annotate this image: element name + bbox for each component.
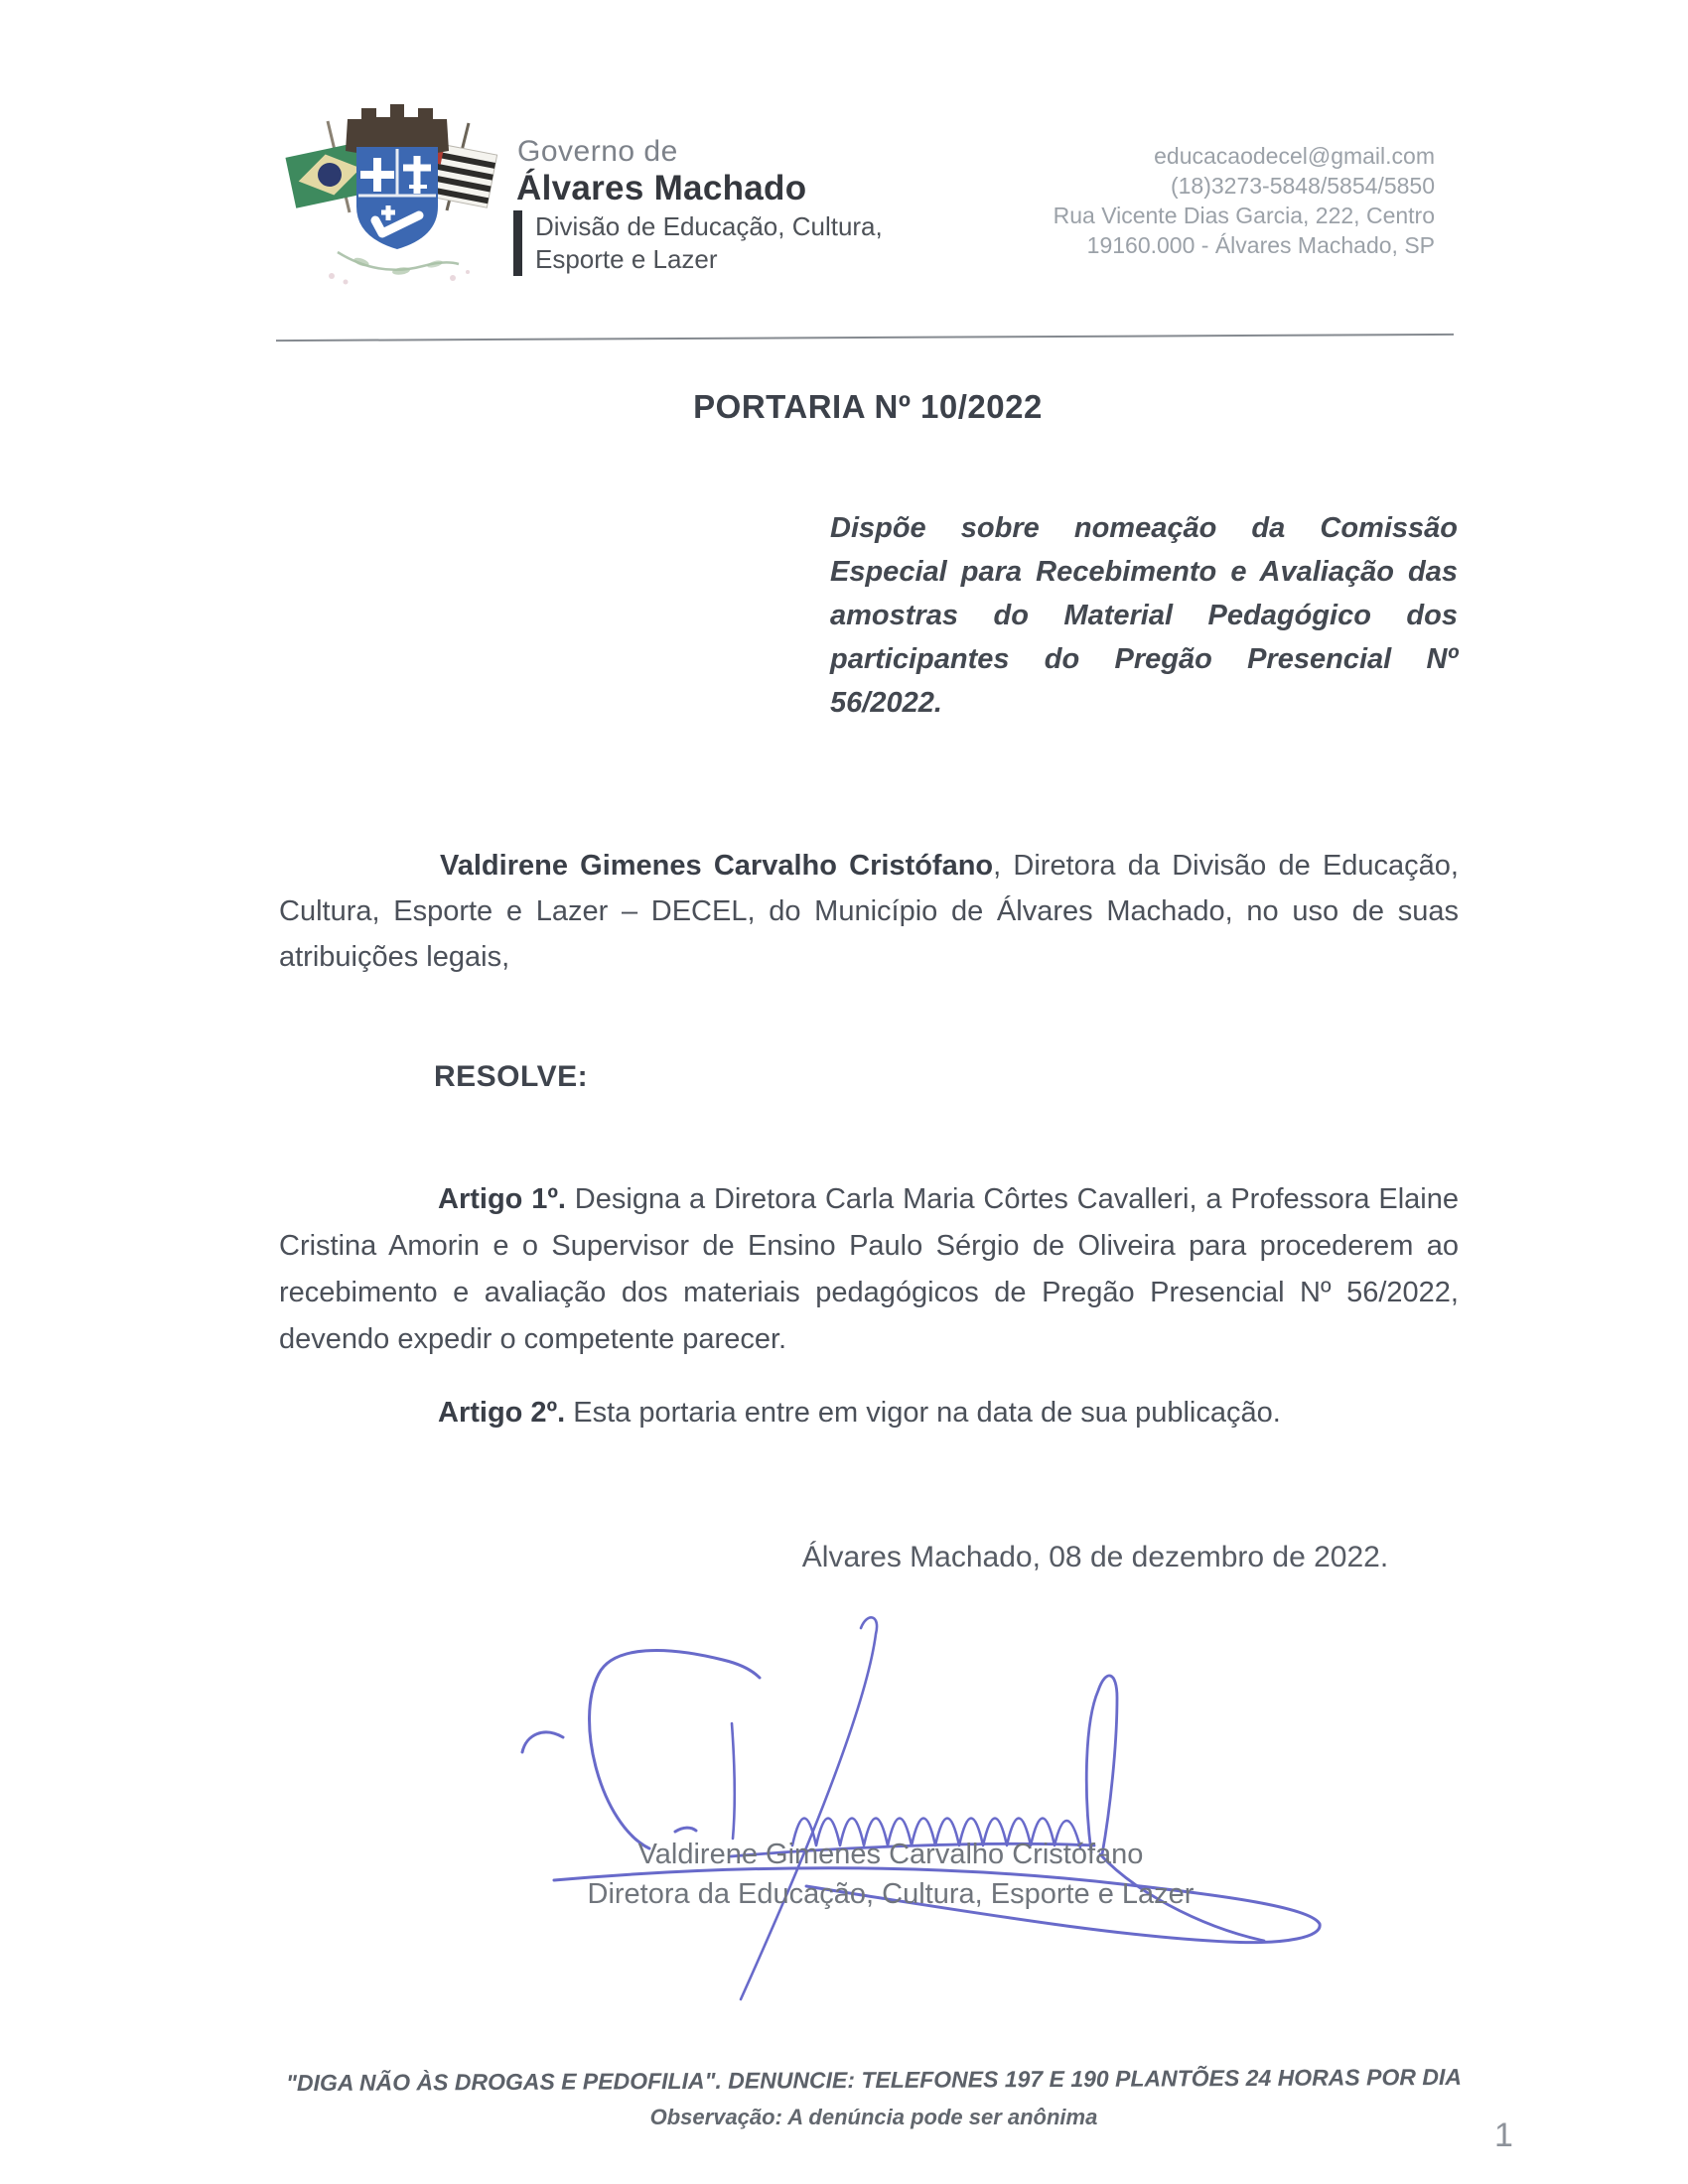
contact-zip-city: 19160.000 - Álvares Machado, SP (1086, 232, 1435, 258)
footer-observation-line: Observação: A denúncia pode ser anônima (649, 2105, 1098, 2129)
contact-email: educacaodecel@gmail.com (1154, 143, 1435, 169)
signer-name-inline: Valdirene Gimenes Carvalho Cristófano (440, 850, 994, 882)
contact-phone: (18)3273-5848/5854/5850 (1170, 173, 1435, 199)
header-divider-line (276, 334, 1454, 341)
page-number: 1 (1494, 2116, 1513, 2154)
article-1-label: Artigo 1º. (438, 1183, 566, 1215)
document-summary: Dispõe sobre nomeação da Comissão Especial para Recebimento e Avaliação das amostras do Material Pedagógico dos participantes do Pregão Presencial Nº 56/2022. (830, 512, 1458, 719)
article-1-text: Designa a Diretora Carla Maria Côrtes Cavalleri, a Professora Elaine Cristina Amorin e o Supervisor de Ensino Paulo Sérgio de Oliveira para procederem ao recebimento e avaliação dos materiais pedagógicos de Pregão Presencial Nº 56/2022, devendo expedir o competente parecer. (279, 1183, 1459, 1355)
footer-campaign-line: "DIGA NÃO ÀS DROGAS E PEDOFILIA". DENUNCIE: TELEFONES 197 E 190 PLANTÕES 24 HORAS POR DIA (285, 2063, 1463, 2097)
contact-address: Rua Vicente Dias Garcia, 222, Centro (1053, 203, 1435, 228)
government-of-label: Governo de (517, 135, 678, 168)
division-name (513, 210, 883, 276)
signer-name: Valdirene Gimenes Carvalho Cristófano (637, 1839, 1144, 1870)
preamble-text: , Diretora da Divisão de Educação, Cultura, Esporte e Lazer – DECEL, do Município de Álvares Machado, no uso de suas atribuições legais, (279, 850, 1459, 973)
city-name: Álvares Machado (516, 169, 807, 207)
signer-title: Diretora da Educação, Cultura, Esporte e Lazer (587, 1878, 1195, 1910)
city-coat-of-arms-icon (284, 95, 510, 290)
division-line-1: Divisão de Educação, Cultura, (535, 211, 883, 241)
division-line-2: Esporte e Lazer (535, 244, 718, 274)
document-title: PORTARIA Nº 10/2022 (693, 388, 1043, 425)
article-2-paragraph (279, 1390, 1459, 1436)
preamble-paragraph (279, 843, 1459, 980)
date-line: Álvares Machado, 08 de dezembro de 2022. (801, 1541, 1389, 1573)
article-2-text: Esta portaria entre em vigor na data de sua publicação. (565, 1397, 1281, 1429)
article-1-paragraph (279, 1176, 1459, 1363)
resolve-heading: RESOLVE: (434, 1060, 589, 1093)
signature-block (278, 1835, 1481, 1914)
contact-block (894, 141, 1435, 260)
handwritten-signature-icon (437, 1606, 1350, 2023)
article-2-label: Artigo 2º. (438, 1397, 566, 1429)
